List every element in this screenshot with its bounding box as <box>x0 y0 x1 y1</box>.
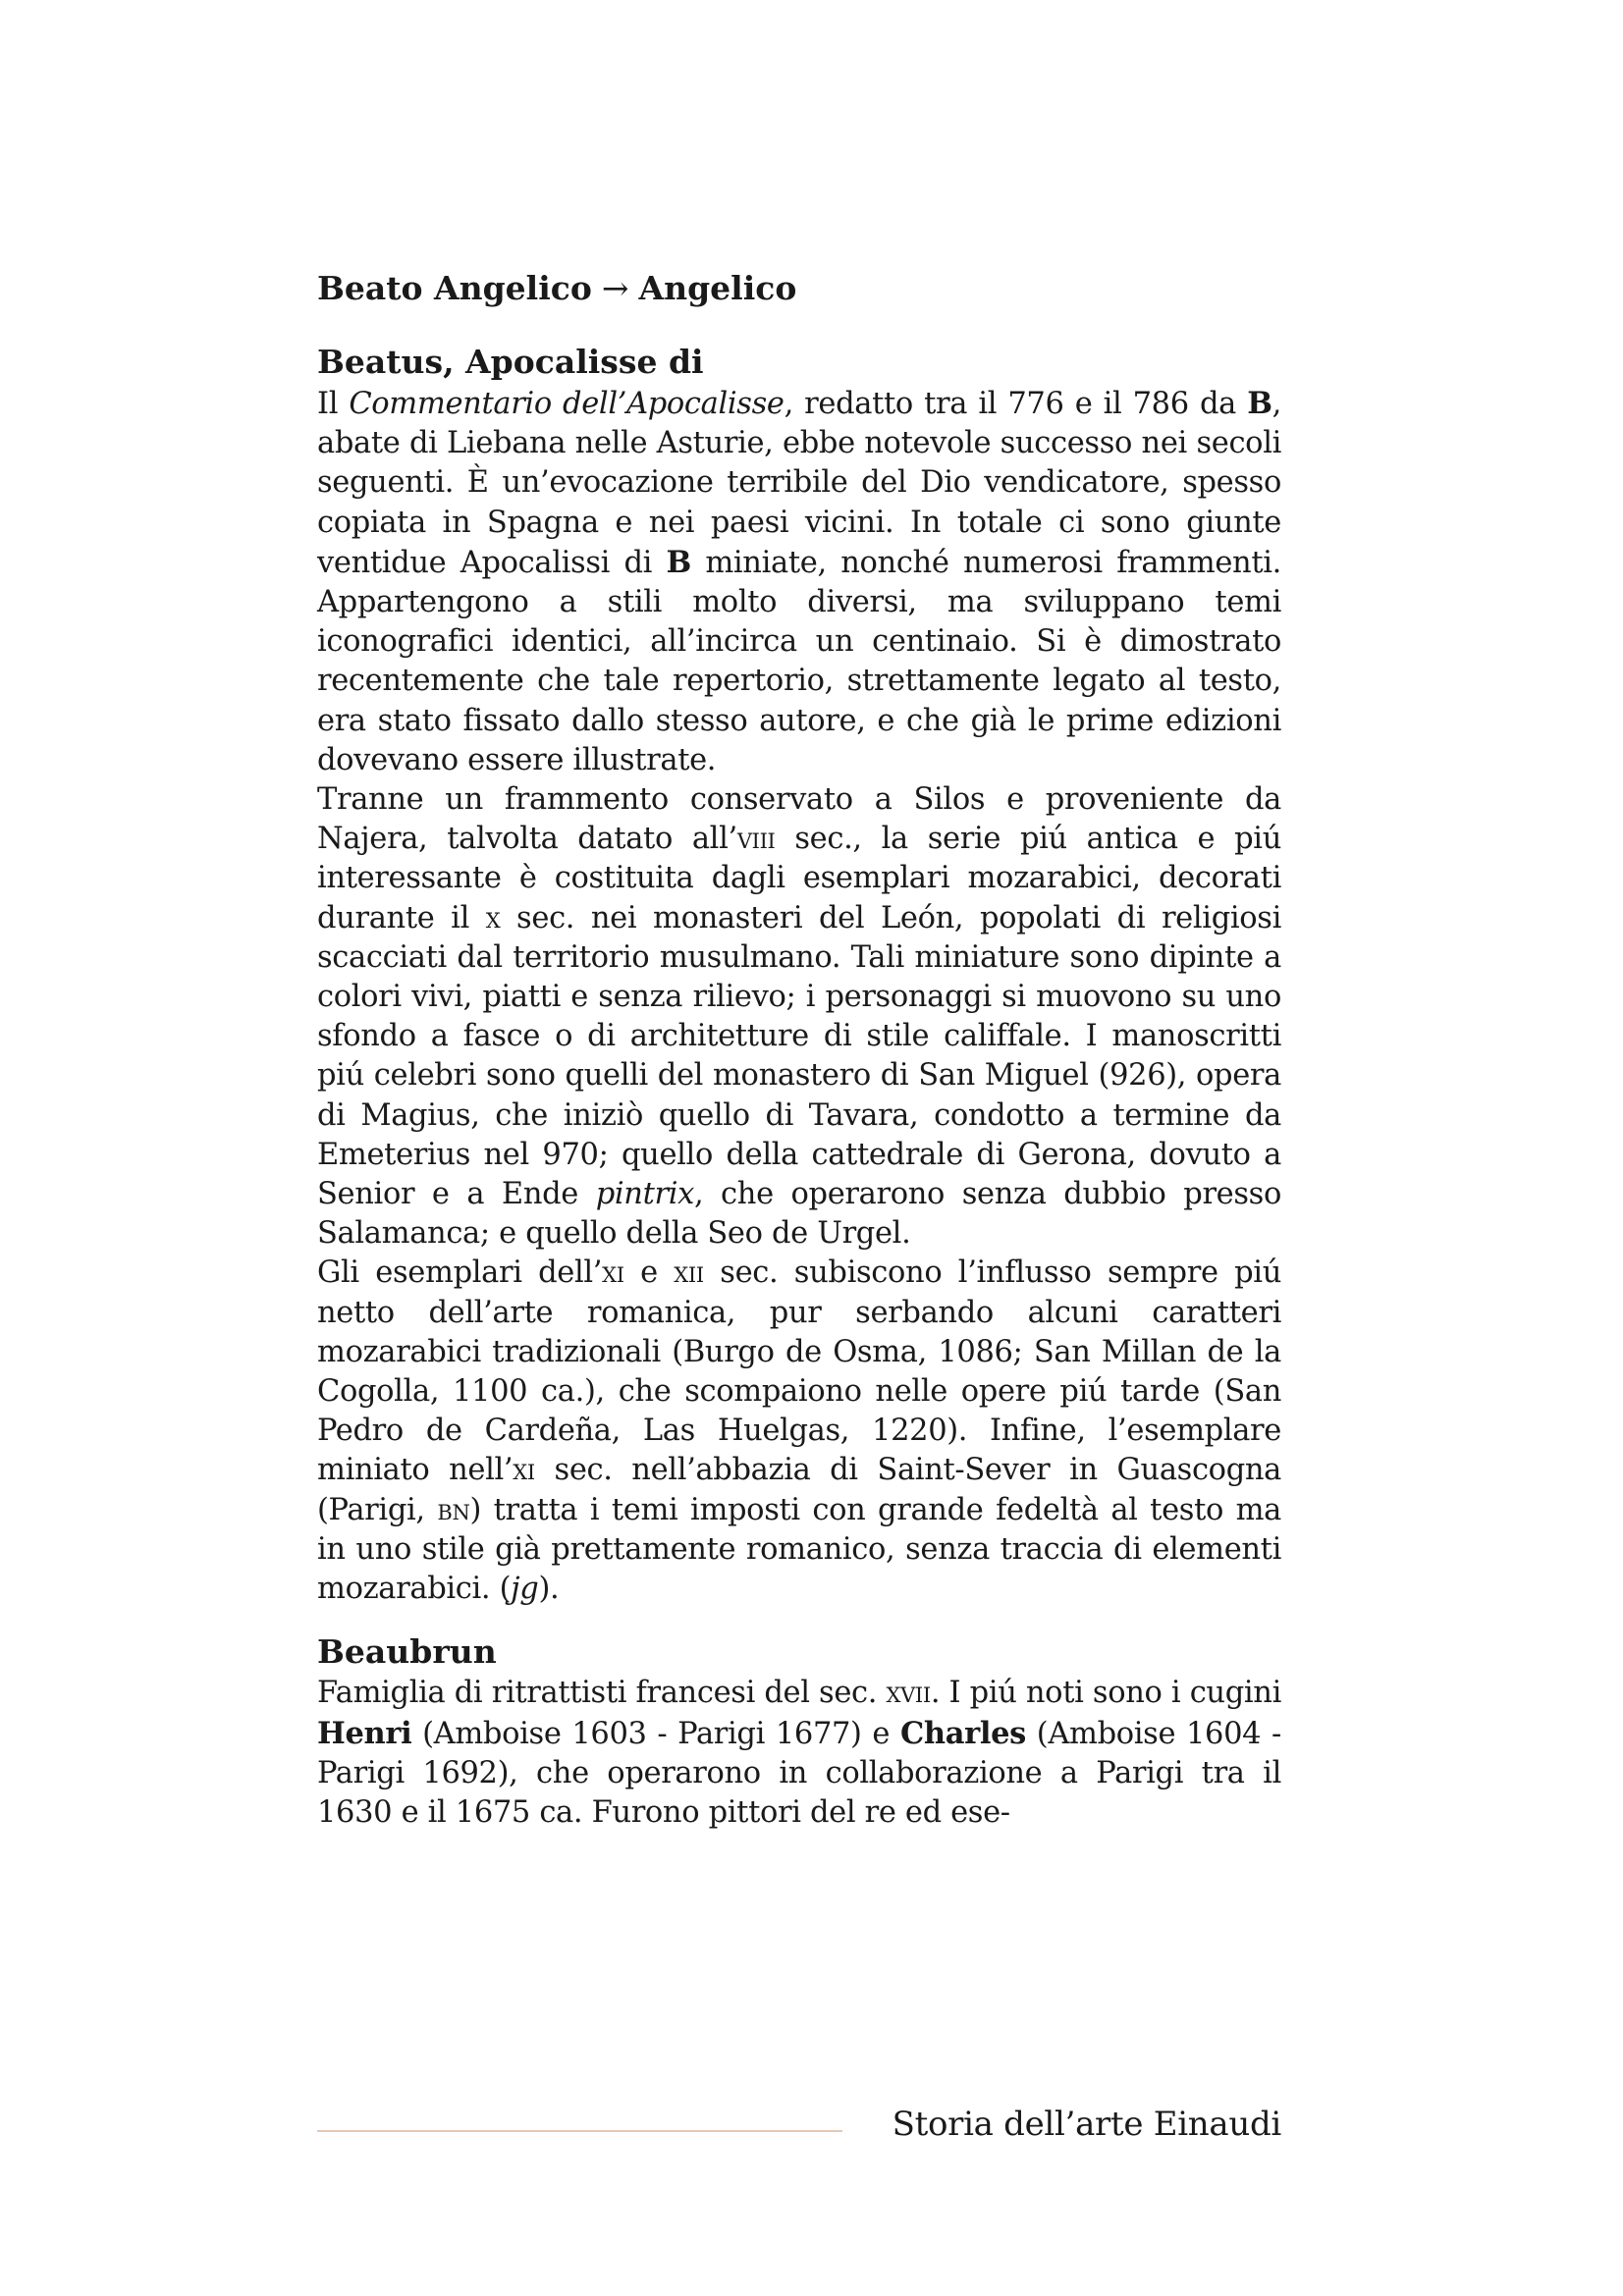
text-run: ). <box>538 1572 560 1607</box>
text-run: sec. subiscono l’influsso sempre piú netto dell’arte romanica, pur serbando alcuni caratteri mozarabici tradizionali (Burgo de Osma, 1086; San Millan de la Cogolla, 1100 ca.), che scompaiono nelle opere piú tarde (San Pedro de Cardeña, Las Huelgas, 1220). Infine, l’esemplare miniato nell’ <box>317 1255 1281 1488</box>
abbrev-bold: B <box>666 544 691 580</box>
roman-numeral: xii <box>674 1255 704 1291</box>
entry-title-beatus: Beatus, Apocalisse di <box>317 343 704 381</box>
text-run: , redatto tra il 776 e il 786 da <box>784 387 1248 421</box>
text-run: (Amboise 1603 - Parigi 1677) e <box>411 1716 900 1751</box>
footer-publisher: Storia dell’arte Einaudi <box>892 2105 1281 2144</box>
paragraph-beatus-1 <box>317 384 1281 780</box>
entry-beato-angelico <box>317 267 1281 310</box>
cross-reference-target[interactable]: Angelico <box>638 269 797 307</box>
text-run: miniate, nonché numerosi frammenti. Appartengono a stili molto diversi, ma sviluppano temi iconografici identici, all’incirca un centinaio. Si è dimostrato recentemente che tale repertorio, strettamente legato al testo, era stato fissato dallo stesso autore, e che già le prime edizioni dovevano essere illustrate. <box>317 545 1282 777</box>
paragraph-beaubrun-1 <box>317 1674 1281 1833</box>
text-run: Famiglia di ritrattisti francesi del sec. <box>317 1676 887 1711</box>
text-run: Il <box>317 387 350 421</box>
text-run: sec. nei monasteri del León, popolati di religiosi scacciati dal territorio musulmano. Tali miniature sono dipinte a colori vivi, piatti e senza rilievo; i personaggi si muovono su uno sfondo a fasce o di architetture di stile califfale. I manoscritti piú celebri sono quelli del monastero di San Miguel (926), opera di Magius, che iniziò quello di Tavara, condotto a termine da Emeterius nel 970; quello della cattedrale di Gerona, dovuto a Senior e a Ende <box>317 900 1281 1212</box>
work-title: Commentario dell’Apocalisse <box>349 387 784 421</box>
roman-numeral: xi <box>602 1255 624 1291</box>
text-run: . I piú noti sono i cugini <box>930 1676 1281 1711</box>
text-run: e <box>623 1255 675 1291</box>
cross-reference-arrow-icon: → <box>601 269 629 307</box>
text-run: , che operarono senza dubbio presso Salamanca; e quello della Seo de Urgel. <box>317 1177 1281 1252</box>
italic-term: pintrix <box>595 1177 694 1212</box>
text-run: (Amboise 1604 - Parigi 1692), che operarono in collaborazione a Parigi tra il 1630 e il 1675 ca. Furono pittori del re ed ese- <box>317 1716 1281 1830</box>
library-abbrev: bn <box>437 1492 470 1527</box>
author-initials: jg <box>511 1572 539 1607</box>
text-run: sec. nell’abbazia di Saint-Sever in Guascogna (Parigi, <box>317 1453 1282 1527</box>
paragraph-beatus-3 <box>317 1254 1281 1609</box>
paragraph-beatus-2 <box>317 780 1281 1254</box>
roman-numeral: x <box>485 900 501 935</box>
roman-numeral: xi <box>513 1453 535 1488</box>
text-run: Gli esemplari dell’ <box>317 1255 603 1291</box>
person-name: Henri <box>317 1715 412 1751</box>
entry-body-beaubrun <box>317 1674 1281 1833</box>
entry-title-beaubrun: Beaubrun <box>317 1632 497 1672</box>
section-gap <box>317 1609 1281 1630</box>
page-content <box>317 267 1281 1833</box>
entry-title-beato: Beato Angelico <box>317 269 592 307</box>
text-run: , abate di Liebana nelle Asturie, ebbe notevole successo nei secoli seguenti. È un’evocazione terribile del Dio vendicatore, spesso copiata in Spagna e nei paesi vicini. In totale ci sono giunte ventidue Apocalissi di <box>317 387 1281 580</box>
entry-body-beatus <box>317 384 1281 1609</box>
text-run: Tranne un frammento conservato a Silos e proveniente da Najera, talvolta datato all’ <box>317 782 1281 857</box>
roman-numeral: xvii <box>886 1676 931 1711</box>
text-run: sec., la serie piú antica e piú interessante è costituita dagli esemplari mozarabici, decorati durante il <box>317 822 1281 935</box>
abbrev-bold: B <box>1247 386 1272 421</box>
page-footer <box>317 2103 1281 2152</box>
roman-numeral: viii <box>736 822 776 857</box>
person-name: Charles <box>899 1715 1026 1751</box>
text-run: ) tratta i temi imposti con grande fedeltà al testo ma in uno stile già prettamente romanico, senza traccia di elementi mozarabici. ( <box>317 1492 1282 1607</box>
footer-rule <box>317 2130 842 2132</box>
